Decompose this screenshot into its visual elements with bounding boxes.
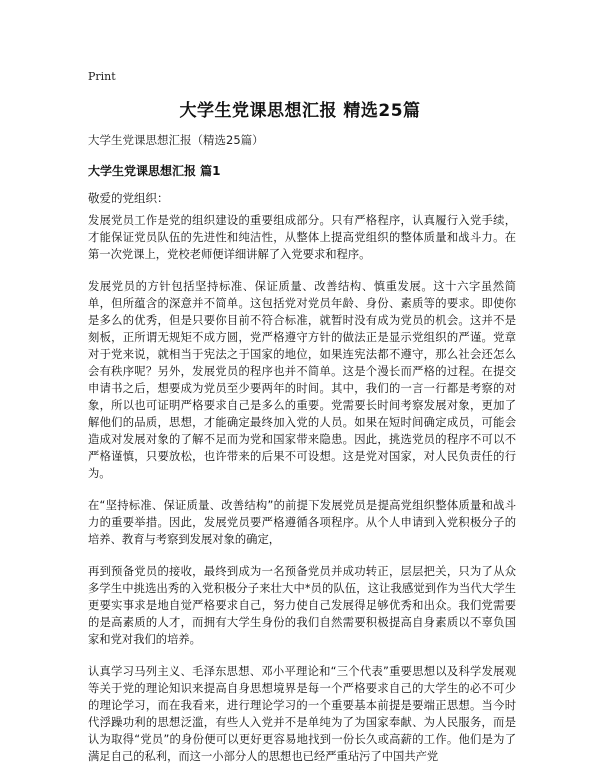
page-title: 大学生党课思想汇报 精选25篇 (179, 101, 421, 121)
paragraph: 发展党员的方针包括坚持标准、保证质量、改善结构、慎重发展。这十六字虽然简单，但所蕴含的深意并不简单。这包括党对党员年龄、身份、素质等的要求。即使你是多么的优秀，但是只要你目前不符合标准，就暂时没有成为党员的机会。这并不是刻板，正所谓无规矩不成方圆，党严格遵守方针的做法正是显示党组织的严谨。党章对于党来说，就相当于宪法之于国家的地位，如果连宪法都不遵守，那么社会还怎么会有秩序呢？另外，发展党员的程序也并不简单。这是个漫长而严格的过程。在提交申请书之后，想要成为党员至少要两年的时间。其中，我们的一言一行都是考察的对象，所以也可证明严格要求自己是多么的重要。党需要长时间考察发展对象，更加了解他们的品质，思想，才能确定最终加入党的人员。如果在短时间确定成员，可能会造成对发展对象的了解不足而为党和国家带来隐患。因此，挑选党员的程序不可以不严格谨慎，只要放松，也许带来的后果不可设想。这是党对国家，对人民负责任的行为。 (88, 280, 516, 480)
section-heading: 大学生党课思想汇报 篇1 (88, 164, 221, 178)
body-text (88, 212, 516, 776)
paragraph: 再到预备党员的接收，最终到成为一名预备党员并成功转正，层层把关，只为了从众多学生中挑选出秀的入党积极分子来壮大中*员的队伍，这让我感觉到作为当代大学生更要实事求是地自觉严格要求自己，努力使自己发展得足够优秀和出众。我们党需要的是高素质的人才，而拥有大学生身份的我们自然需要积极提高自身素质以不辜负国家和党对我们的培养。 (88, 565, 516, 646)
print-link[interactable]: Print (88, 70, 116, 83)
paragraph: 发展党员工作是党的组织建设的重要组成部分。只有严格程序，认真履行入党手续，才能保证党员队伍的先进性和纯洁性，从整体上提高党组织的整体质量和战斗力。在第一次党课上，党校老师便详细讲解了入党要求和程序。 (88, 214, 516, 261)
salutation: 敬爱的党组织： (88, 191, 169, 205)
paragraph: 认真学习马列主义、毛泽东思想、邓小平理论和“三个代表”重要思想以及科学发展观等关于党的理论知识来提高自身思想境界是每一个严格要求自己的大学生的必不可少的理论学习，而在我看来，进行理论学习的一个重要基本前提是要端正思想。当今时代浮躁功利的思想泛滥，有些人入党并不是单纯为了为国家奉献、为人民服务，而是认为取得“党员”的身份便可以更好更容易地找到一份长久或高薪的工作。他们是为了满足自己的私利，而这一小部分人的思想也已经严重玷污了中国共产党 (88, 665, 516, 763)
document-subtitle: 大学生党课思想汇报（精选25篇） (88, 133, 264, 147)
paragraph: 在“坚持标准、保证质量、改善结构”的前提下发展党员是提高党组织整体质量和战斗力的重要举措。因此，发展党员要严格遵循各项程序。从个人申请到入党积极分子的培养、教育与考察到发展对象的确定， (88, 499, 516, 546)
